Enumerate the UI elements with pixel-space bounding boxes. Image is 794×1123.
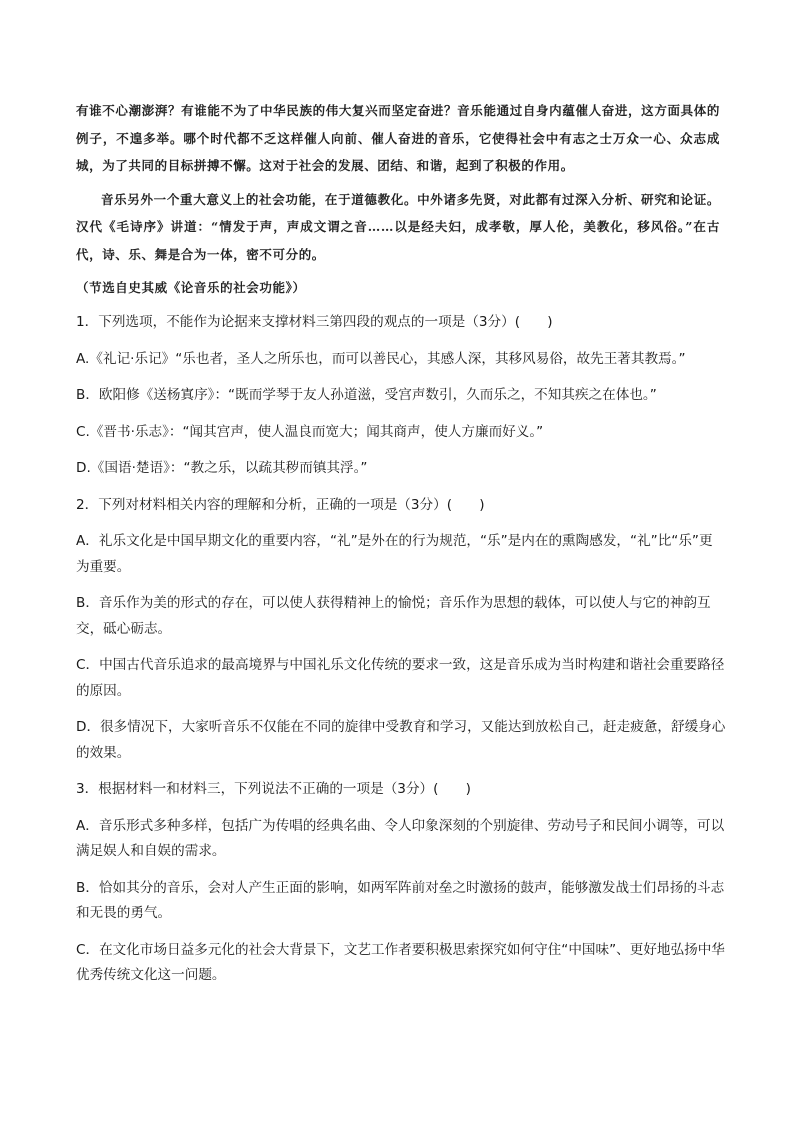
option-c: C.《晋书·乐志》：“闻其宫声，使人温良而宽大；闻其商声，使人方廉而好义。” — [76, 423, 544, 440]
option-b: B．恰如其分的音乐，会对人产生正面的影响，如两军阵前对垒之时激扬的鼓声，能够激发战士们昂扬的斗志和无畏的勇气。 — [76, 879, 725, 921]
option-c: C．在文化市场日益多元化的社会大背景下，文艺工作者要积极思索探究如何守住“中国味”、更好地弘扬中华优秀传统文化这一问题。 — [76, 941, 725, 983]
option-b: B．音乐作为美的形式的存在，可以使人获得精神上的愉悦；音乐作为思想的载体，可以使人与它的神韵互交，砥心砺志。 — [76, 595, 711, 637]
question-stem: 2．下列对材料相关内容的理解和分析，正确的一项是（3分）( ) — [76, 496, 485, 513]
passage-paragraph: 有谁不心潮澎湃？有谁能不为了中华民族的伟大复兴而坚定奋进？音乐能通过自身内蕴催人奋进，这方面具体的例子，不遑多举。哪个时代都不乏这样催人向前、催人奋进的音乐，它使得社会中有志之士万众一心、众志成城，为了共同的目标拼搏不懈。这对于社会的发展、团结、和谐，起到了积极的作用。 — [76, 103, 720, 173]
question-stem: 1．下列选项，不能作为论据来支撑材料三第四段的观点的一项是（3分）( ) — [76, 314, 553, 330]
question-list — [76, 310, 726, 1000]
option-d: D.《国语·楚语》：“教之乐，以疏其秽而镇其浮。” — [76, 460, 368, 476]
question-1 — [76, 310, 726, 482]
question-2 — [76, 493, 726, 767]
passage-source: （节选自史其威《论音乐的社会功能》） — [76, 280, 306, 295]
option-d: D．很多情况下，大家听音乐不仅能在不同的旋律中受教育和学习，又能达到放松自己，赶走疲惫，舒缓身心的效果。 — [76, 719, 726, 761]
option-b: B．欧阳修《送杨寘序》：“既而学琴于友人孙道滋，受宫声数引，久而乐之，不知其疾之在体也。” — [76, 387, 657, 403]
option-a: A．音乐形式多种多样，包括广为传唱的经典名曲、令人印象深刻的个别旋律、劳动号子和民间小调等，可以满足娱人和自娱的需求。 — [76, 817, 725, 859]
option-c: C．中国古代音乐追求的最高境界与中国礼乐文化传统的要求一致，这是音乐成为当时构建和谐社会重要路径的原因。 — [76, 657, 725, 699]
passage-paragraph: 音乐另外一个重大意义上的社会功能，在于道德教化。中外诸多先贤，对此都有过深入分析、研究和论证。汉代《毛诗序》讲道：“情发于声，声成文谓之音……以是经夫妇，成孝敬，厚人伦，美教化，移风俗。”在古代，诗、乐、舞是合为一体，密不可分的。 — [76, 191, 720, 262]
option-a: A．礼乐文化是中国早期文化的重要内容，“礼”是外在的行为规范，“乐”是内在的熏陶感发，“礼”比“乐”更为重要。 — [76, 533, 713, 575]
question-stem: 3．根据材料一和材料三，下列说法不正确的一项是（3分）( ) — [76, 781, 471, 797]
question-3 — [76, 777, 726, 989]
option-a: A.《礼记·乐记》“乐也者，圣人之所乐也，而可以善民心，其感人深，其移风易俗，故先王著其教焉。” — [76, 350, 686, 367]
reading-passage — [76, 97, 720, 308]
